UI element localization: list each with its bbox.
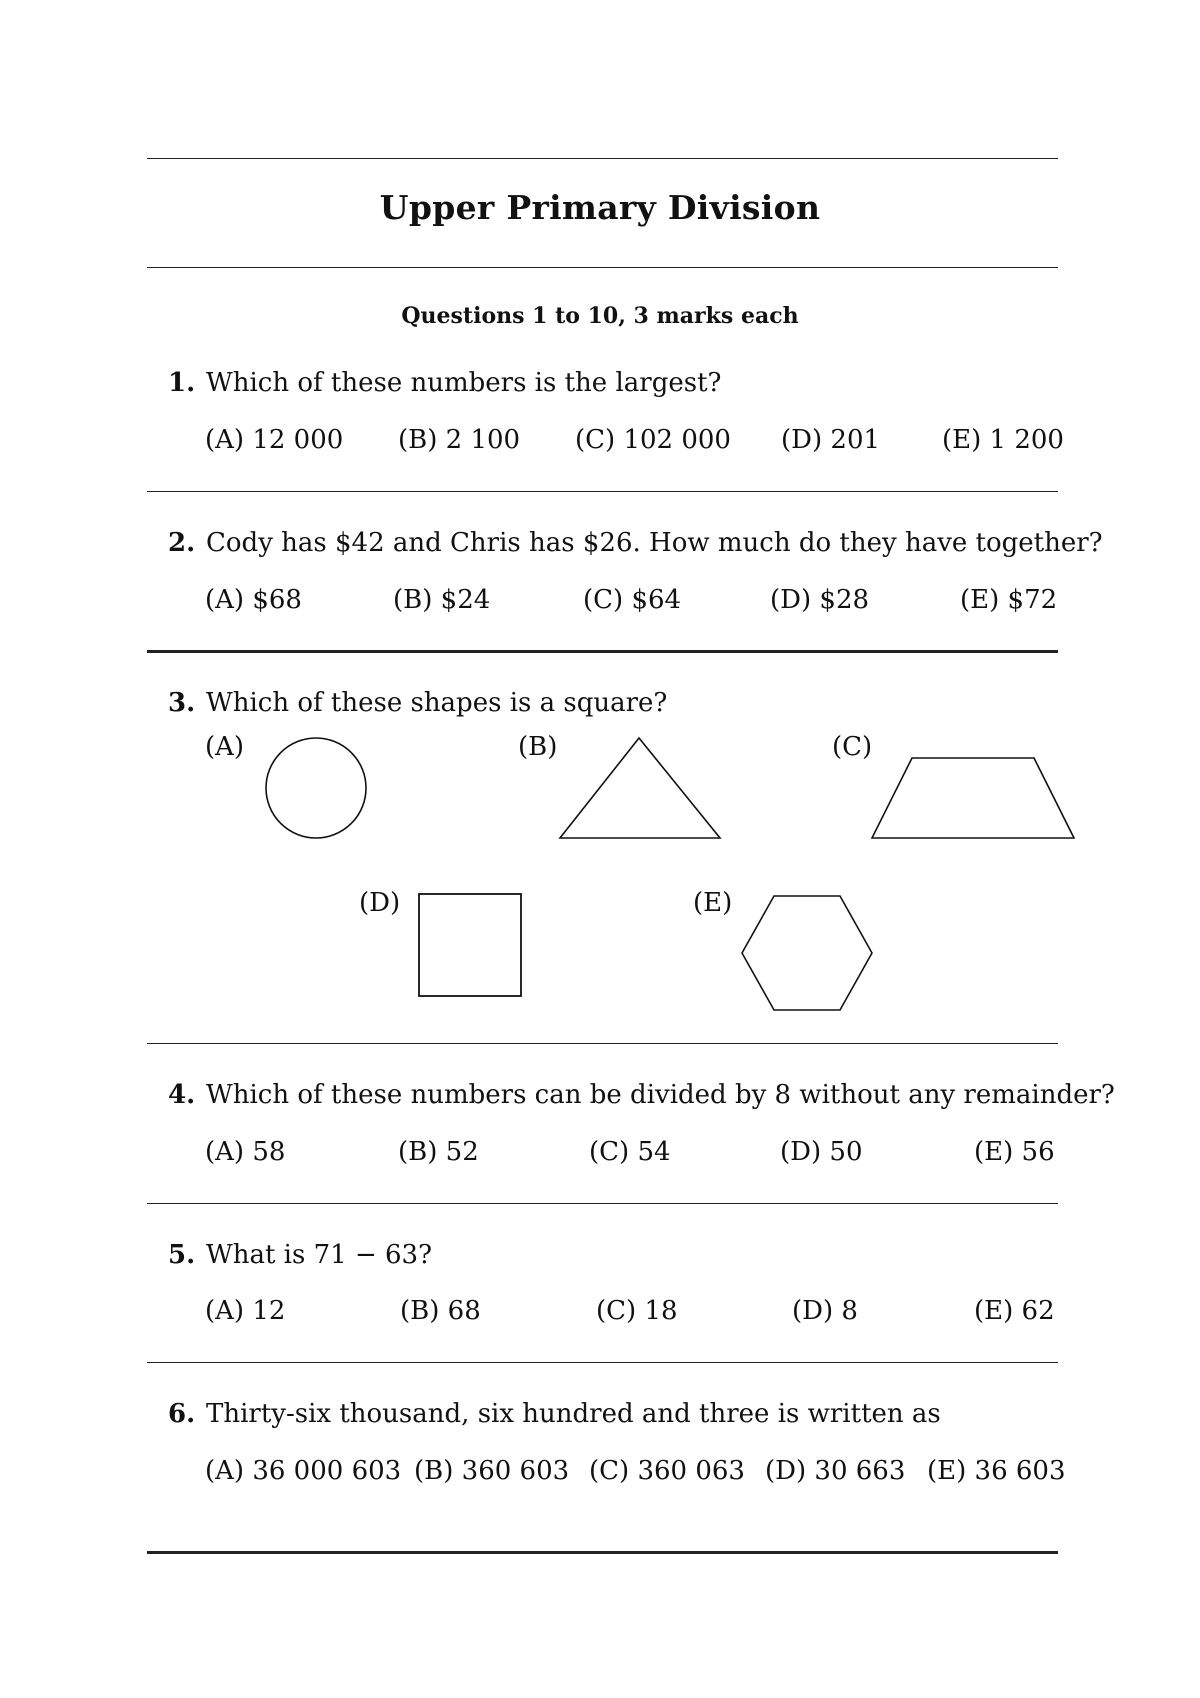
question-4	[168, 1080, 1115, 1110]
question-number: 6.	[168, 1399, 196, 1429]
q4-option-e[interactable]: (E) 56	[974, 1137, 1055, 1167]
q5-option-e[interactable]: (E) 62	[974, 1296, 1055, 1326]
q5-option-a[interactable]: (A) 12	[205, 1296, 286, 1326]
q5-option-c[interactable]: (C) 18	[596, 1296, 678, 1326]
q1-option-b[interactable]: (B) 2 100	[398, 425, 521, 455]
circle-icon[interactable]	[264, 736, 368, 840]
question-3	[168, 688, 667, 718]
q6-option-b[interactable]: (B) 360 603	[414, 1456, 570, 1486]
page-title: Upper Primary Division	[379, 188, 821, 227]
triangle-icon[interactable]	[558, 736, 722, 840]
question-number: 4.	[168, 1080, 196, 1110]
section-subtitle: Questions 1 to 10, 3 marks each	[401, 303, 799, 329]
q5-option-b[interactable]: (B) 68	[400, 1296, 481, 1326]
question-number: 2.	[168, 528, 196, 558]
q6-option-e[interactable]: (E) 36 603	[927, 1456, 1066, 1486]
divider	[147, 1203, 1058, 1204]
question-text: Which of these numbers can be divided by 8 without any remainder?	[206, 1080, 1115, 1110]
q1-option-c[interactable]: (C) 102 000	[575, 425, 731, 455]
question-text: Cody has $42 and Chris has $26. How much do they have together?	[206, 528, 1103, 558]
question-6	[168, 1399, 941, 1429]
title-rule	[147, 267, 1058, 268]
q2-option-a[interactable]: (A) $68	[205, 585, 302, 615]
question-number: 5.	[168, 1240, 196, 1270]
square-icon[interactable]	[417, 892, 523, 998]
question-number: 3.	[168, 688, 196, 718]
q1-option-e[interactable]: (E) 1 200	[942, 425, 1064, 455]
question-text: Thirty-six thousand, six hundred and three is written as	[206, 1399, 941, 1429]
q4-option-a[interactable]: (A) 58	[205, 1137, 286, 1167]
q2-option-b[interactable]: (B) $24	[393, 585, 491, 615]
q4-option-d[interactable]: (D) 50	[780, 1137, 863, 1167]
hexagon-icon[interactable]	[740, 894, 874, 1012]
q1-option-a[interactable]: (A) 12 000	[205, 425, 344, 455]
q2-option-d[interactable]: (D) $28	[770, 585, 870, 615]
q6-option-c[interactable]: (C) 360 063	[589, 1456, 745, 1486]
divider	[147, 1362, 1058, 1363]
question-text: Which of these shapes is a square?	[206, 688, 668, 718]
q2-option-e[interactable]: (E) $72	[960, 585, 1058, 615]
divider	[147, 1043, 1058, 1044]
q2-option-c[interactable]: (C) $64	[583, 585, 682, 615]
q3-option-e[interactable]: (E)	[693, 888, 733, 918]
top-rule	[147, 158, 1058, 159]
q4-option-c[interactable]: (C) 54	[589, 1137, 671, 1167]
divider	[147, 650, 1058, 653]
question-text: What is 71 − 63?	[206, 1240, 433, 1270]
q3-option-c[interactable]: (C)	[832, 732, 873, 762]
q3-option-a[interactable]: (A)	[205, 732, 245, 762]
bottom-rule	[147, 1551, 1058, 1554]
q6-option-d[interactable]: (D) 30 663	[765, 1456, 906, 1486]
q4-option-b[interactable]: (B) 52	[398, 1137, 479, 1167]
q3-option-b[interactable]: (B)	[518, 732, 558, 762]
q1-option-d[interactable]: (D) 201	[781, 425, 881, 455]
question-5	[168, 1240, 432, 1270]
q6-option-a[interactable]: (A) 36 000 603	[205, 1456, 402, 1486]
trapezium-icon[interactable]	[870, 756, 1076, 840]
question-number: 1.	[168, 368, 196, 398]
divider	[147, 491, 1058, 492]
q3-option-d[interactable]: (D)	[359, 888, 401, 918]
q5-option-d[interactable]: (D) 8	[792, 1296, 858, 1326]
question-2	[168, 528, 1103, 558]
question-text: Which of these numbers is the largest?	[206, 368, 722, 398]
question-1	[168, 368, 721, 398]
